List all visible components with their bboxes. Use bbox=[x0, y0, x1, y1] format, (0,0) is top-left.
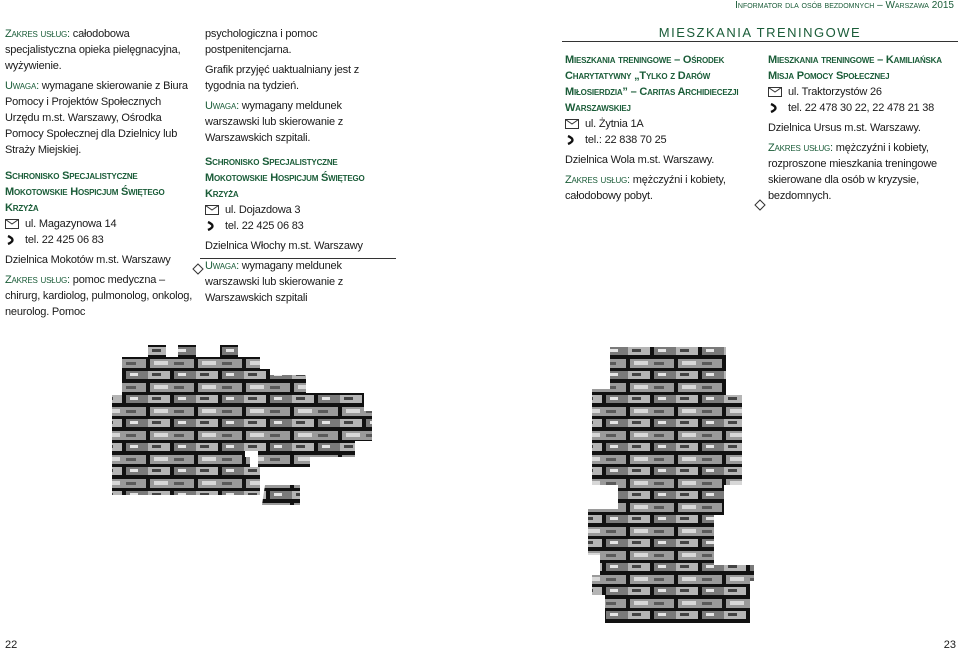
paragraph bbox=[768, 140, 958, 204]
entry-heading: Mieszkania treningowe – Kamiliańska Misja Pomocy Społecznej bbox=[768, 54, 942, 82]
label: Zakres usług: bbox=[5, 28, 70, 40]
label: Zakres usług: bbox=[5, 274, 70, 286]
phone-icon bbox=[5, 235, 19, 245]
column-3 bbox=[565, 52, 755, 204]
phone-line bbox=[5, 232, 195, 248]
label: Zakres usług: bbox=[565, 174, 630, 186]
label: Uwaga: bbox=[5, 80, 39, 92]
phone-icon bbox=[768, 103, 782, 113]
phone-line bbox=[565, 132, 755, 148]
envelope-icon bbox=[205, 205, 219, 215]
district: Dzielnica Włochy m.st. Warszawy bbox=[205, 240, 363, 252]
district: Dzielnica Mokotów m.st. Warszawy bbox=[5, 254, 171, 266]
text: wymagany meldunek warszawski lub skierowanie z Warszawskich szpitali. bbox=[205, 100, 344, 144]
text: mężczyźni i kobiety, całodobowy pobyt. bbox=[565, 174, 726, 202]
paragraph: psychologiczna i pomoc postpenitencjarna. bbox=[205, 28, 318, 56]
column-2 bbox=[205, 26, 395, 306]
brick-wall-illustration bbox=[100, 285, 860, 625]
envelope-icon bbox=[768, 87, 782, 97]
diamond-icon bbox=[192, 263, 204, 275]
phone-icon bbox=[205, 221, 219, 231]
text: pomoc medyczna – chirurg, kardiolog, pulmonolog, onkolog, neurolog. Pomoc bbox=[5, 274, 193, 318]
address: ul. Traktorzystów 26 bbox=[788, 86, 882, 98]
district: Dzielnica Ursus m.st. Warszawy. bbox=[768, 122, 921, 134]
address-line bbox=[565, 116, 755, 132]
address-line bbox=[205, 202, 395, 218]
text: wymagane skierowanie z Biura Pomocy i Projektów Społecznych Urzędu m.st. Warszawy, Ośrodka Pomocy Społecznej dla Dzielnicy lub Straży Miejskiej. bbox=[5, 80, 188, 156]
section-title: MIESZKANIA TRENINGOWE bbox=[658, 25, 862, 40]
text: mężczyźni i kobiety, rozproszone mieszkania treningowe skierowane dla osób w kryzysie, bezdomnych. bbox=[768, 142, 937, 202]
page-number-right: 23 bbox=[943, 639, 956, 651]
address: ul. Żytnia 1A bbox=[585, 118, 644, 130]
text: wymagany meldunek warszawski lub skierowanie z Warszawskich szpitali bbox=[205, 260, 344, 304]
phone: tel. 22 425 06 83 bbox=[25, 234, 104, 246]
phone: tel. 22 425 06 83 bbox=[225, 220, 304, 232]
address: ul. Magazynowa 14 bbox=[25, 218, 117, 230]
envelope-icon bbox=[565, 119, 579, 129]
address-line bbox=[768, 84, 958, 100]
entry-heading: Mieszkania treningowe – Ośrodek Charytatywny „Tylko z Darów Miłosierdzia” – Caritas Archidiecezji Warszawskiej bbox=[565, 54, 739, 114]
envelope-icon bbox=[5, 219, 19, 229]
paragraph: Grafik przyjęć uaktualniany jest z tygodnia na tydzień. bbox=[205, 64, 359, 92]
paragraph bbox=[5, 26, 195, 74]
address-line bbox=[5, 216, 195, 232]
text: całodobowa specjalistyczna opieka pielęgnacyjna, wyżywienie. bbox=[5, 28, 181, 72]
label: Uwaga: bbox=[205, 100, 239, 112]
column-4 bbox=[768, 52, 958, 204]
label: Uwaga: bbox=[205, 260, 239, 272]
column-rule bbox=[200, 258, 396, 259]
section-rule bbox=[562, 41, 958, 42]
entry-heading: Schronisko Specjalistyczne Mokotowskie Hospicjum Świętego Krzyża bbox=[5, 170, 165, 214]
phone-line bbox=[768, 100, 958, 116]
page-number-left: 22 bbox=[5, 639, 18, 651]
diamond-icon bbox=[754, 199, 766, 211]
label: Zakres usług: bbox=[768, 142, 833, 154]
phone: tel. 22 478 30 22, 22 478 21 38 bbox=[788, 102, 935, 114]
running-header: Informator dla osób bezdomnych – Warszawa 2015 bbox=[735, 0, 954, 11]
phone-icon bbox=[565, 135, 579, 145]
phone: tel.: 22 838 70 25 bbox=[585, 134, 667, 146]
paragraph bbox=[205, 98, 395, 146]
district: Dzielnica Wola m.st. Warszawy. bbox=[565, 154, 715, 166]
paragraph bbox=[5, 78, 195, 158]
phone-line bbox=[205, 218, 395, 234]
entry-heading: Schronisko Specjalistyczne Mokotowskie Hospicjum Świętego Krzyża bbox=[205, 156, 365, 200]
column-1 bbox=[5, 26, 195, 320]
address: ul. Dojazdowa 3 bbox=[225, 204, 301, 216]
paragraph bbox=[565, 172, 755, 204]
